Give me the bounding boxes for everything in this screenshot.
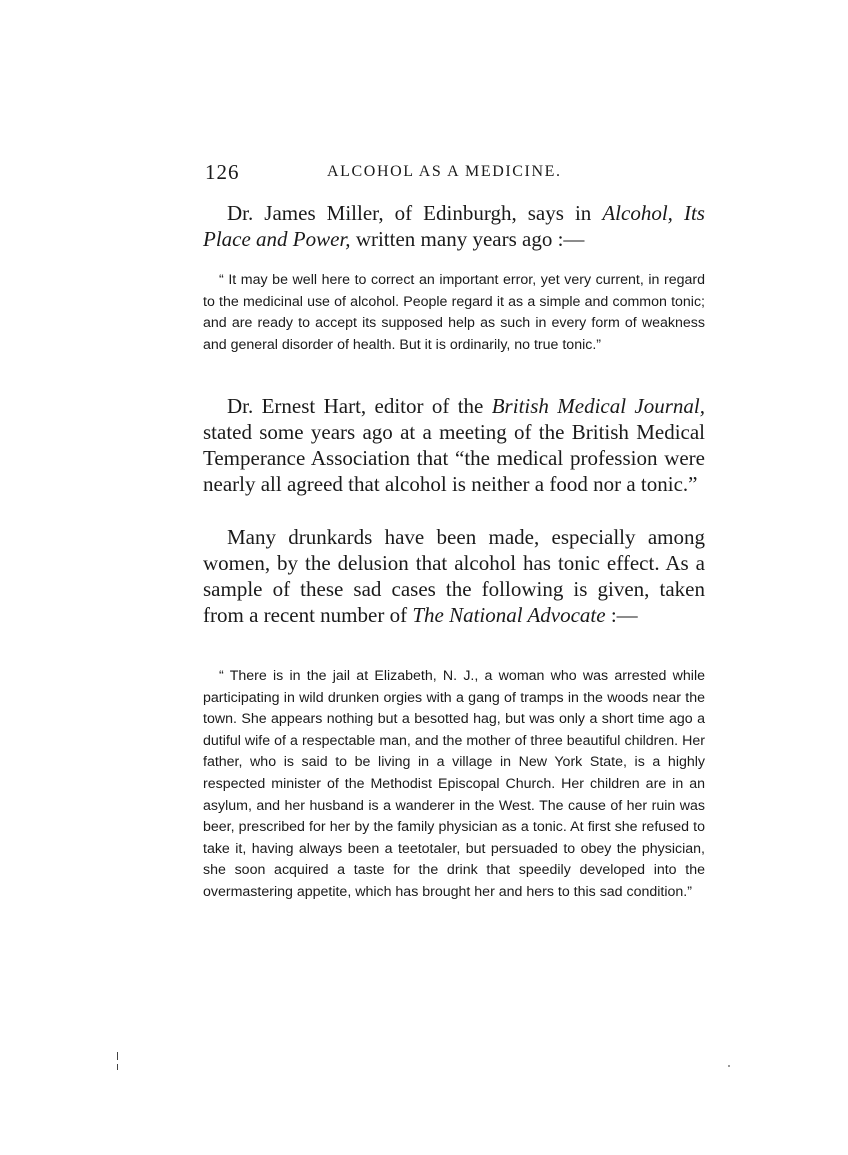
journal-title: British Medical Journal, [491,394,706,418]
paragraph-text: Dr. Ernest Hart, editor of the [227,394,492,418]
quote-elizabeth [203,666,705,904]
paragraph-hart [203,393,705,497]
quote-miller [203,270,705,356]
book-title: Alcohol, Its Place and Power, [203,201,705,251]
paragraph-text: :— [605,603,638,627]
page-header [205,160,705,188]
paragraph-text: stated some years ago at a meeting of the British Medical Temperance Association that “the medical profession were nearly all agreed that alcohol is neither a food nor a tonic.” [203,420,705,496]
periodical-title: The National Advocate [412,603,606,627]
scan-mark [117,1064,118,1070]
paragraph-miller [203,200,705,252]
paragraph-text: written many years ago :— [350,227,585,251]
paragraph-text: Many drunkards have been made, especially among women, by the delusion that alcohol has tonic effect. As a sample of these sad cases the following is given, taken from a recent number of [203,525,705,627]
quote-text: “ It may be well here to correct an important error, yet very current, in regard to the medicinal use of alcohol. People regard it as a simple and common tonic; and are ready to accept its supposed help as such in every form of weakness and general disorder of health. But it is ordinarily, no true tonic.” [203,272,705,353]
page-number: 126 [205,160,240,184]
quote-text: “ There is in the jail at Elizabeth, N. J., a woman who was arrested while participating in wild drunken orgies with a gang of tramps in the woods near the town. She appears nothing but a besotted hag, but was only a short time ago a dutiful wife of a respectable man, and the mother of three beautiful children. Her father, who is said to be living in a village in New York State, is a highly respected minister of the Methodist Episcopal Church. Her children are in an asylum, and her husband is a wanderer in the West. The cause of her ruin was beer, prescribed for her by the family physician as a tonic. At first she refused to take it, having always been a teetotaler, but persuaded to obey the physician, she soon acquired a taste for the drink that speedily developed into the overmastering appetite, which has brought her and hers to this sad condition.” [203,668,705,900]
scan-mark [728,1065,730,1067]
running-head: ALCOHOL AS A MEDICINE. [327,163,562,180]
scan-mark [117,1052,118,1060]
paragraph-drunkards [203,524,705,628]
paragraph-text: Dr. James Miller, of Edinburgh, says in [227,201,603,225]
